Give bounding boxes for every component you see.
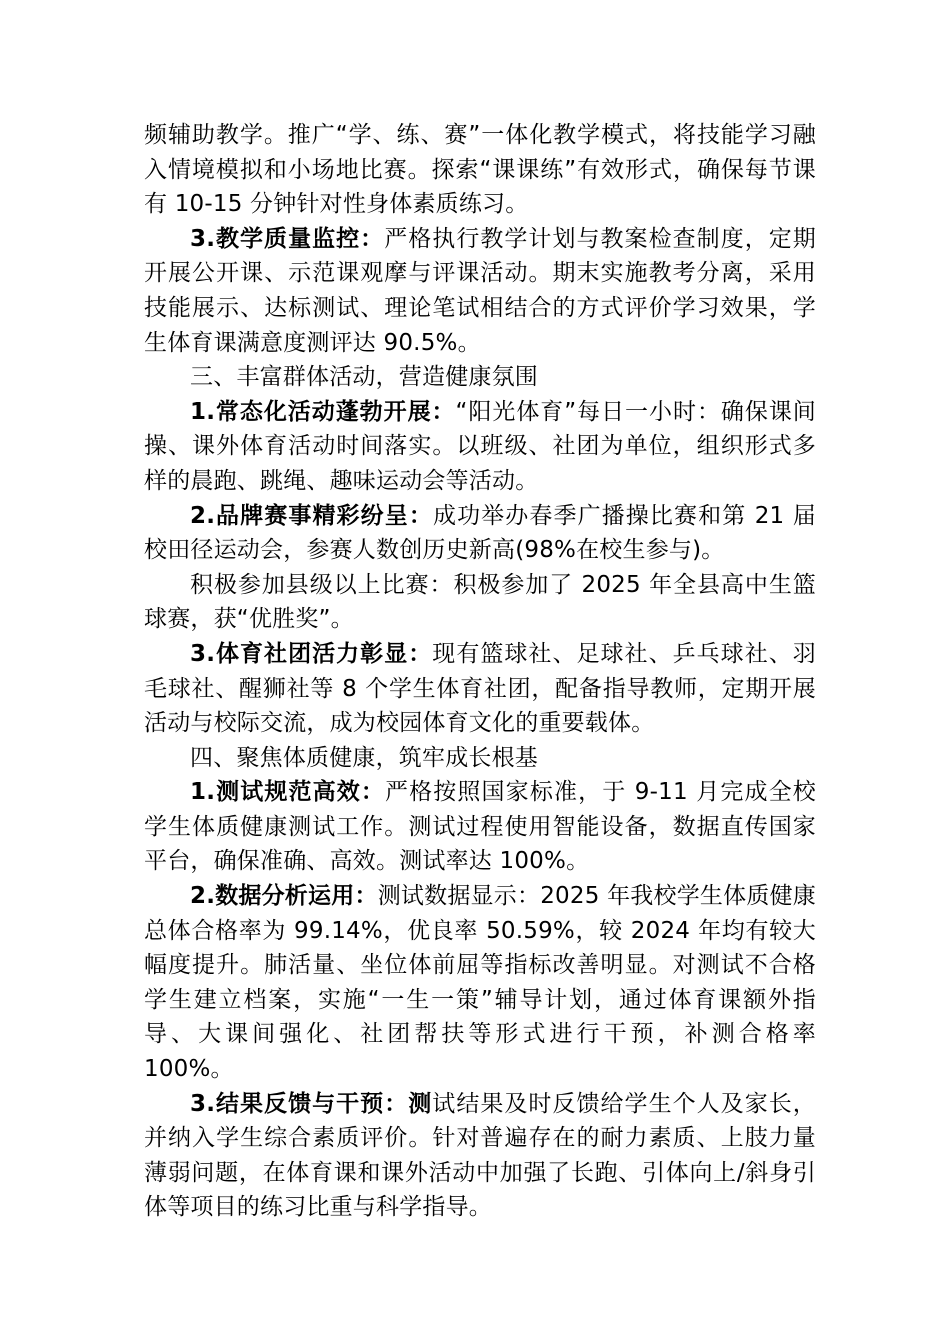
paragraph-teaching-methods-continued [144, 118, 816, 222]
section-heading-physical-health [144, 741, 816, 776]
paragraph-text: 积极参加县级以上比赛：积极参加了 2025 年全县高中生篮球赛，获“优胜奖”。 [144, 571, 816, 633]
paragraph-lead: 3.结果反馈与干预：测 [190, 1090, 433, 1117]
paragraph-lead: 2.品牌赛事精彩纷呈： [190, 502, 433, 529]
section-heading-text: 四、聚焦体质健康，筑牢成长根基 [190, 744, 538, 771]
paragraph-text: 现有篮球社、足球社、乒乓球社、羽毛球社、醒狮社等 8 个学生体育社团，配备指导教师，定期开展活动与校际交流，成为校园体育文化的重要载体。 [144, 640, 816, 737]
paragraph-text: 频辅助教学。推广“学、练、赛”一体化教学模式，将技能学习融入情境模拟和小场地比赛。探索“课课练”有效形式，确保每节课有 10-15 分钟针对性身体素质练习。 [144, 122, 816, 218]
section-heading-text: 三、丰富群体活动，营造健康氛围 [190, 364, 538, 391]
paragraph-text: 严格执行教学计划与教案检查制度，定期开展公开课、示范课观摩与评课活动。期末实施教考分离，采用技能展示、达标测试、理论笔试相结合的方式评价学习效果，学生体育课满意度测评达 90.5%。 [144, 225, 816, 356]
paragraph-testing-standards [144, 775, 816, 879]
paragraph-text: 严格按照国家标准，于 9-11 月完成全校学生体质健康测试工作。测试过程使用智能设备，数据直传国家平台，确保准确、高效。测试率达 100%。 [144, 779, 816, 875]
paragraph-text: 测试数据显示：2025 年我校学生体质健康总体合格率为 99.14%，优良率 50.59%，较 2024 年均有较大幅度提升。肺活量、坐位体前屈等指标改善明显。对测试不合格学生建立档案，实施“一生一策”辅导计划，通过体育课额外指导、大课间强化、社团帮扶等形式进行干预，补测合格率 100%。 [144, 883, 817, 1083]
paragraph-text: 成功举办春季广播操比赛和第 21 届校田径运动会，参赛人数创历史新高(98%在校生参与)。 [144, 502, 816, 564]
paragraph-sports-clubs [144, 637, 816, 741]
paragraph-regular-activities [144, 395, 816, 499]
paragraph-lead: 3.教学质量监控： [190, 225, 385, 252]
paragraph-county-competitions [144, 568, 816, 637]
paragraph-lead: 1.常态化活动蓬勃开展： [190, 398, 456, 425]
paragraph-lead: 1.测试规范高效： [190, 779, 386, 806]
paragraph-feedback-intervention [144, 1087, 816, 1225]
paragraph-quality-monitoring [144, 222, 816, 360]
paragraph-lead: 3.体育社团活力彰显： [190, 640, 433, 667]
paragraph-lead: 2.数据分析运用： [190, 883, 378, 910]
paragraph-data-analysis [144, 879, 816, 1087]
paragraph-text: “阳光体育”每日一小时：确保课间操、课外体育活动时间落实。以班级、社团为单位，组织形式多样的晨跑、跳绳、趣味运动会等活动。 [144, 398, 816, 494]
section-heading-group-activities [144, 360, 816, 395]
paragraph-brand-events [144, 499, 816, 568]
paragraph-text: 试结果及时反馈给学生个人及家长，并纳入学生综合素质评价。针对普遍存在的耐力素质、上肢力量薄弱问题，在体育课和课外活动中加强了长跑、引体向上/斜身引体等项目的练习比重与科学指导。 [144, 1090, 816, 1221]
document-page [144, 118, 816, 1225]
